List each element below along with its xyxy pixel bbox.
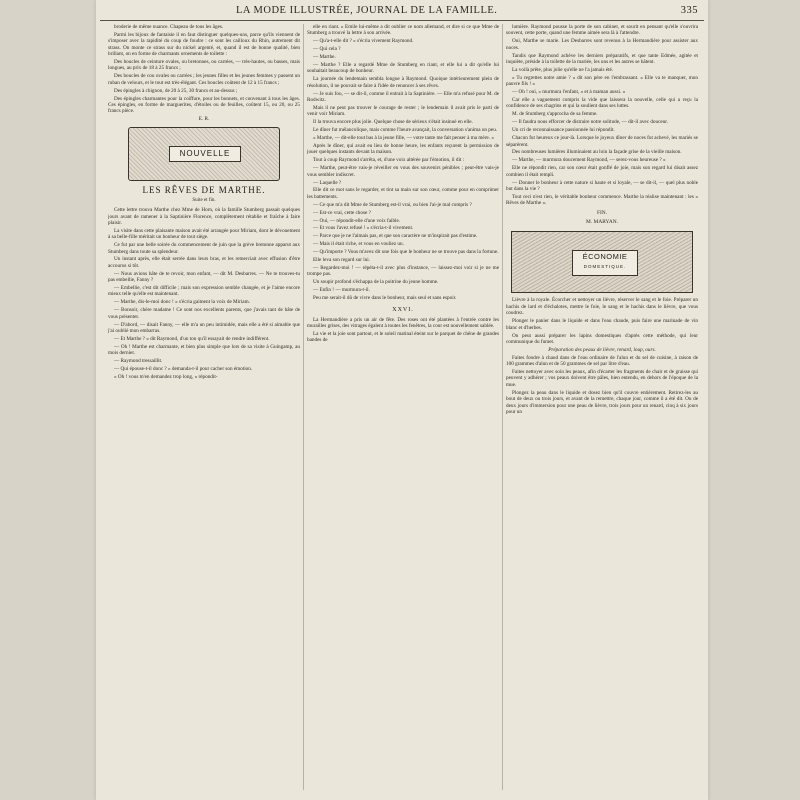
ornament-subtitle: DOMESTIQUE.	[583, 264, 627, 270]
paragraph: Cette lettre trouva Marthe chez Mme de Horn, où la famille Stumberg passait quelques jours avant de ramener à la Saptinière Florence, complètement rétablie et fraîche à faire plaisir.	[108, 207, 300, 226]
paragraph: On peut aussi préparer les lapins domestiques d'après cette méthode, qui leur communique du fumet.	[506, 332, 698, 345]
paragraph: — Parce que je ne l'aimais pas, et que son caractère ne m'inspirait pas d'estime.	[313, 233, 478, 240]
paragraph: Elle dit ce mot sans le regarder, et tint sa main sur son cœur, comme pour en comprimer les battements.	[307, 187, 499, 200]
ornament-title: ÉCONOMIE	[582, 252, 628, 262]
paragraph: Oui, Marthe se marie. Les Desbarres sont revenus à la Hermandière pour assister aux noces.	[506, 38, 698, 51]
paragraph: Des boucles de cou ovales ou carrées ; les jeunes filles et les jeunes femmes y passent un ruban de velours, et le tout est très-élégant. Ces boucles coûtent de 12 à 15 francs ;	[108, 73, 300, 86]
paragraph: — Qui cela ?	[313, 46, 341, 53]
column-divider	[502, 24, 503, 790]
paragraph: Un soupir profond s'échappa de la poitrine du jeune homme.	[313, 279, 439, 286]
column-1	[108, 24, 300, 792]
paragraph: La voilà prête, plus jolie qu'elle ne l'a jamais été.	[512, 66, 614, 73]
column-2	[307, 24, 499, 792]
paragraph: — Marthe ? Elle a regardé Mme de Stumberg en riant, et elle lui a dit qu'elle lui souhaitait beaucoup de bonheur.	[307, 62, 499, 75]
paragraph: Mais il ne peut pas trouver le courage de rester ; le lendemain il avait pris le parti de venir voir Miriam.	[307, 104, 499, 118]
paragraph: Tandis que Raymond achève les derniers préparatifs, et que tante Edmée, agitée et inquiète, préside à la toilette de la mariée, les uns et les autres se hâtent.	[506, 52, 698, 66]
paragraph: elle en riant. » Emile lui-même a dit oublier ce nom allemand, et dire si ce que Mme de Stumberg a trouvé la lettre à son arrivée.	[307, 24, 499, 37]
paragraph: La Hermandière a pris un air de fête. Des roses ont été plantées à l'entrée contre les murailles grises, des vitrages égalent à toutes les fenêtres, la cour est nouvellement sablée.	[307, 316, 499, 329]
paragraph: Des épingles à chignon, de 20 à 25, 30 francs et au-dessus ;	[114, 87, 238, 94]
paragraph: — Oh ! oui, » murmura l'enfant, « et à maman aussi. »	[512, 89, 626, 96]
paragraph: « Marthe, — dit-elle tout bas à la jeune fille, — votre tante me fait penser à ma mère. »	[313, 135, 494, 142]
paragraph: — Qui épouse-t-il donc ? » demanda-t-il pour cacher son émotion.	[114, 366, 253, 373]
story-subtitle: Suite et fin.	[192, 197, 216, 203]
paragraph: — Est-ce vrai, cette chose ?	[313, 209, 371, 216]
newspaper-page	[96, 0, 708, 800]
paragraph: Après le dîner, qui avait eu lieu de bonne heure, les enfants reçurent la permission de jouer quelques instants devant la maison.	[307, 143, 499, 156]
paragraph: La vie et la joie sont partout, et le soleil matinal éteint sur le parquet de chêne de grandes bandes de	[307, 330, 499, 344]
story-end: FIN.	[596, 209, 608, 216]
paragraph: Tout à coup Raymond s'arrêta, et, d'une voix altérée par l'émotion, il dit :	[313, 157, 465, 164]
chapter-number: XXVI.	[392, 306, 414, 313]
paragraph: — Il faudra nous efforcer de distraire notre solitude, — dit-il avec douceur.	[512, 119, 669, 126]
ornament-label: NOUVELLE	[169, 146, 241, 162]
paragraph: — Marthe, dis-le-moi donc ! » s'écria gaiment la voix de Miriam.	[114, 299, 250, 306]
paragraph: — Qu'importe ? Vous m'avez dit une fois que le bonheur ne se trouve pas dans la fortune.	[313, 249, 499, 256]
paragraph: Plonger le panier dans le liquide et dans l'eau chaude, puis faire une marinade de vin blanc et d'herbes.	[506, 318, 698, 331]
paragraph: Elle leva son regard sur lui.	[313, 257, 371, 264]
paragraph: Le dîner fut mélancolique, mais comme l'heure avançait, la conversation s'anima un peu.	[313, 127, 498, 134]
author-name: M. MARYAN.	[586, 219, 618, 226]
paragraph: Tout ceci n'est rien, le véritable bonheur commence. Marthe la réalise maintenant : les « Rêves de Marthe ».	[506, 193, 698, 207]
paragraph: — Je suis fou, — se dit-il, comme il entrait à la Saptinière. — Elle m'a refusé pour M. de Rodwitz.	[307, 90, 499, 104]
economie-ornament	[511, 231, 693, 293]
paragraph: Parmi les bijoux de fantaisie il en faut distinguer quelques-uns, parce qu'ils viennent de s'imposer avec la rapidité du coup de foudre : ce sont les cailloux du Rhin, autrement dit strass. On monte ce strass sur du nickel argenté, et, quand il est de bonne qualité, bien brillant, on en forme de charmants ornements de toilette :	[108, 31, 300, 58]
paragraph: — Embellie, c'est dit difficile ; mais son expression semble changée, et je l'aime encore mieux telle qu'elle est maintenant.	[108, 285, 300, 298]
paragraph: — Oui, — répondit-elle d'une voix faible.	[313, 217, 401, 224]
paragraph: — D'abord, — disait Fanny, — elle m'a un peu intimidée, mais elle a été si aimable que j'ai oublié mon embarras.	[108, 321, 300, 334]
paragraph: Plongez la peau dans le liquide et dosez bien qu'il couvre entièrement. Retirez-les au bout de deux ou trois jours, et avant de la remettre, chaque jour, comme il a été dit. Ou de deux jours d'immersion pour une peau de lièvre, trois jours pour un renard, cinq à six jours pour un	[506, 389, 698, 415]
paragraph: — Bonsoir, chère madame ! Ce sont nos excellents parents, que j'avais tant de hâte de vous présenter.	[108, 307, 300, 320]
paragraph: — Raymond tressaillit.	[114, 358, 163, 365]
paragraph: — Ce que m'a dit Mme de Stumberg est-il vrai, ou bien l'ai-je mal compris ?	[313, 201, 472, 208]
header-rule	[100, 20, 704, 21]
paragraph: Faites nettoyer avec soin les peaux, afin d'écarter les fragments de chair et de graisse qui peuvent y adhérer ; vos peaux doivent être pâles, bien entendu, en dehors de l'époque de la mue.	[506, 369, 698, 388]
paragraph: « Oh ! vous m'en demandez trop long, » répondit-	[114, 373, 218, 380]
paragraph: Un cri de reconnaissance passionnée lui répondit.	[512, 127, 615, 134]
paragraph: — Marthe.	[313, 54, 336, 61]
paragraph: Il la trouva encore plus jolie. Quelque chose de sérieux s'était insinué en elle.	[313, 119, 473, 126]
paragraph: « Tu regrettes notre amie ? » dit son père en l'embrassant. « Elle va te manquer, mon pauvre fils ! »	[506, 74, 698, 88]
story-title: LES RÊVES DE MARTHE.	[142, 184, 266, 195]
paragraph: — Regardez-moi ! — répéta-t-il avec plus d'instance, — laissez-moi voir si je ne me trompe pas.	[307, 265, 499, 278]
paragraph: — Et vous l'avez refusé ! » s'écria-t-il vivement.	[313, 225, 414, 232]
paragraph: La journée du lendemain sembla longue à Raymond. Quoique intérieurement plein de résolution, il ne pouvait se faire à l'idée de renoncer à ses rêves.	[307, 76, 499, 89]
paragraph: Lièvre à la royale. Écorcher et nettoyer un lièvre, réserver le sang et le foie. Préparer un hachis de lard et d'échalotes, mettre le foie, le sang et le hachis dans le lièvre, que vous coudrez.	[506, 297, 698, 317]
paragraph: Ce fut par une belle soirée du commencement de juin que la grève bretonne apparut aux Stumberg dans toute sa splendeur.	[108, 242, 300, 255]
page-number: 335	[680, 5, 698, 16]
paragraph: — Marthe, — murmura doucement Raymond, — serez-vous heureuse ? »	[512, 157, 666, 164]
page-header	[96, 2, 708, 20]
paragraph: Elle ne répondit rien, car son cœur était gonflé de joie, mais son regard lui disait assez combien il était rempli.	[506, 165, 698, 178]
section-heading: Préparation des peaux de lièvre, renard, loup, ours.	[548, 346, 656, 353]
journal-title: LA MODE ILLUSTRÉE, JOURNAL DE LA FAMILLE.	[236, 5, 498, 16]
paragraph: — Et Marthe ? » dit Raymond, d'un ton qu'il essayait de rendre indifférent.	[114, 335, 270, 342]
paragraph: Des nombreuses lumières illuminaient au loin la façade grise de la vieille maison.	[512, 149, 682, 156]
paragraph: Des boucles de ceinture ovales, ou bretonnes, ou carrées, — très-hautes, ou basses, mais longues, au prix de 18 à 25 francs ;	[108, 59, 300, 72]
paragraph: — Oh ! Marthe est charmante, et bien plus simple que lors de sa visite à Guingamp, au mois dernier.	[108, 343, 300, 357]
nouvelle-ornament	[128, 127, 280, 181]
paragraph: Des épingles charmantes pour la coiffure, pour les bonnets, et convenant à tous les âges. Ces épingles, en forme de marguerites, d'étoiles ou de feuilles, coûtent 15, ou 20, ou 25 francs pièce.	[108, 95, 300, 115]
paragraph: Chacun fut heureux ce jour-là. Lorsque le joyeux dîner de noces fut achevé, les mariés se séparèrent.	[506, 135, 698, 148]
paragraph: Faites fondre à chaud dans de l'eau ordinaire de l'alun et du sel de cuisine, à raison de 100 grammes d'alun et de 50 grammes de sel par litre d'eau.	[506, 354, 698, 368]
paragraph: La visite dans cette plaisante maison avait été arrangée pour Miriam, dont le dévouement à sa belle-fille méritait un bonheur de tout siège.	[108, 227, 300, 241]
paragraph: — Marthe, peut-être vais-je réveiller en vous des souvenirs pénibles ; peut-être vais-je vous sembler indiscret.	[307, 165, 499, 178]
paragraph: Peu me serait-il dû de vivre dans le bonheur, mais seul et sans espoir.	[313, 295, 457, 302]
paragraph: Un instant après, elle était serrée dans leurs bras, et les remerciait avec effusion d'être accourus si tôt.	[108, 256, 300, 269]
paragraph: broderie de même nuance. Chapeau de tous les âges.	[114, 24, 224, 30]
paragraph: — Laquelle ?	[313, 179, 342, 186]
paragraph: — Mais il était riche, et vous en vouliez un.	[313, 241, 404, 248]
paragraph: lumière. Raymond pousse la porte de son cabinet, et sourit en pensant qu'elle s'ouvrira souvent, cette porte, quand une femme aimée sera là à l'attendre.	[506, 24, 698, 37]
paragraph: — Enfin ! — murmura-t-il.	[313, 287, 370, 294]
paragraph: — Donner le bonheur à cette nature si haute et si loyale, — se dit-il, — quel plus noble but dans la vie ?	[506, 179, 698, 192]
column-divider	[303, 24, 304, 790]
paragraph: — Nous avions hâte de te revoir, mon enfant, — dit M. Desbarres. — Ne te trouves-tu pas embellie, Fanny ?	[108, 270, 300, 284]
paragraph: — Qu'a-t-elle dit ? » s'écria vivement Raymond.	[313, 38, 414, 45]
ornament-banner	[572, 250, 638, 276]
paragraph: M. de Stumberg s'approcha de sa femme.	[512, 111, 598, 118]
signature: E. R.	[198, 116, 210, 123]
paragraph: Car elle a vaguement compris la vide que laissera la nouvelle, celle qui a reçu la confidence de ses chagrins et qui la soulient dans ses luttes.	[506, 97, 698, 110]
column-3	[506, 24, 698, 792]
